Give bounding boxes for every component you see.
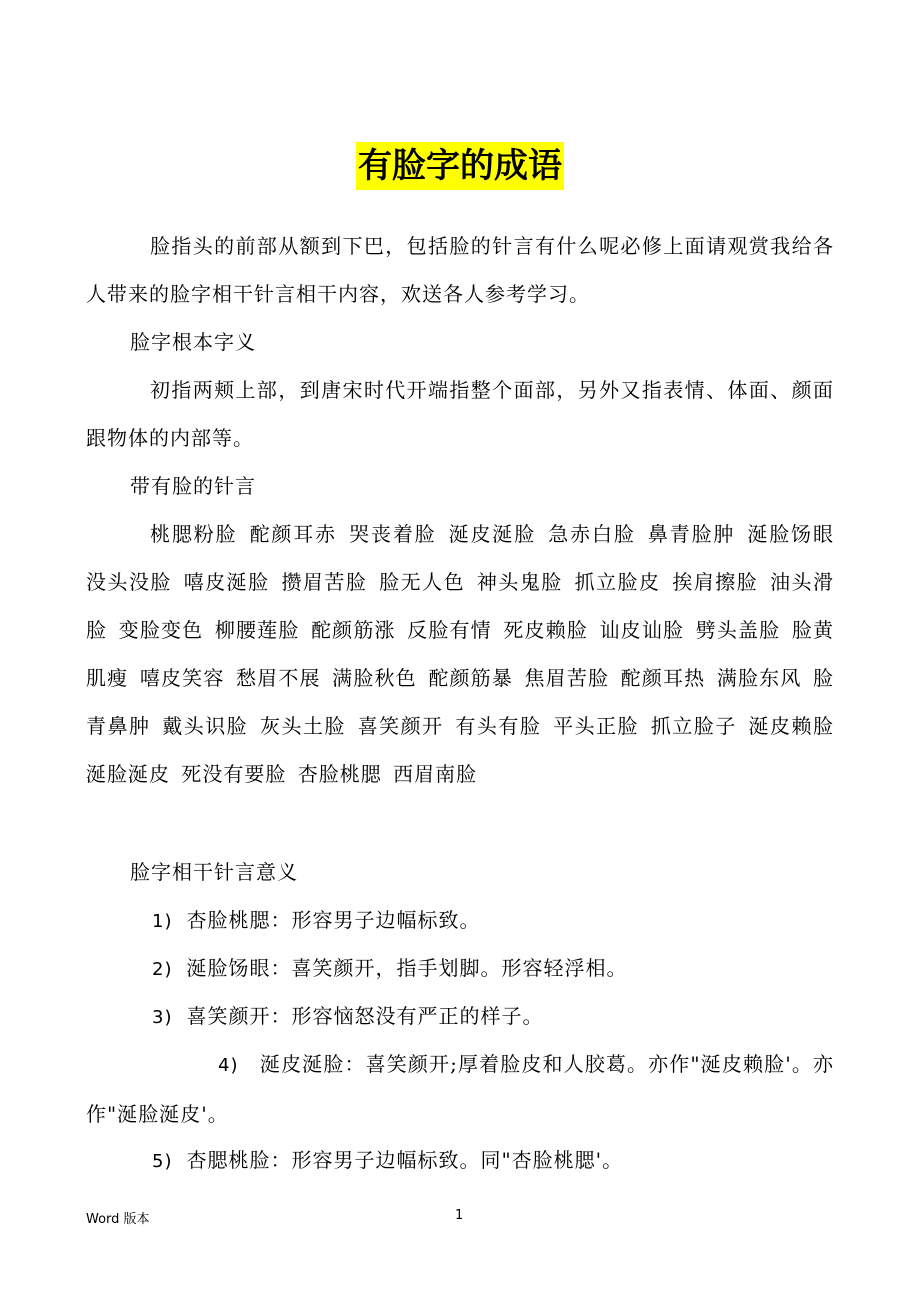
intro-paragraph: 脸指头的前部从额到下巴，包括脸的针言有什么呢必修上面请观赏我给各人带来的脸字相干针言相干内容，欢送各人参考学习。: [86, 234, 834, 306]
meaning-item: [152, 1136, 623, 1186]
item-number: 1): [152, 911, 173, 932]
item-text: 杏脸桃腮：形容男子边幅标致。: [186, 908, 481, 932]
idiom-list-paragraph: 桃腮粉脸 酡颜耳赤 哭丧着脸 涎皮涎脸 急赤白脸 鼻青脸肿 涎脸饧眼 没头没脸 嘻皮涎脸 攒眉苦脸 脸无人色 神头鬼脸 抓立脸皮 挨肩擦脸 油头滑脸 变脸变色 柳腰莲脸 酡颜筋涨 反脸有情 死皮赖脸 讪皮讪脸 劈头盖脸 脸黄肌瘦 嘻皮笑容 愁眉不展 满脸秋色 酡颜筋暴 焦眉苦脸 酡颜耳热 满脸东风 脸青鼻肿 戴头识脸 灰头土脸 喜笑颜开 有头有脸 平头正脸 抓立脸子 涎皮赖脸 涎脸涎皮 死没有要脸 杏脸桃腮 西眉南脸: [86, 522, 834, 786]
item-text: 杏腮桃脸：形容男子边幅标致。同"杏脸桃腮'。: [186, 1148, 624, 1172]
section-heading-idioms: 带有脸的针言: [130, 474, 256, 498]
document-title: 有脸字的成语: [356, 142, 564, 190]
meaning-item: [152, 944, 627, 994]
item-number: 2): [152, 959, 173, 980]
meaning-item: [152, 992, 543, 1042]
item-text: 涎皮涎脸：喜笑颜开;厚着脸皮和人胶葛。亦作"涎皮赖脸'。亦作"涎脸涎皮'。: [86, 1052, 834, 1126]
item-number: 5): [152, 1151, 173, 1172]
footer-page-number: 1: [455, 1208, 464, 1223]
section-heading-basic-meaning: 脸字根本字义: [130, 330, 256, 354]
item-text: 喜笑颜开：形容恼怒没有严正的样子。: [186, 1004, 544, 1028]
meaning-item: [152, 896, 480, 946]
meaning-item: [86, 1040, 834, 1138]
section-heading-meanings: 脸字相干针言意义: [130, 860, 298, 884]
basic-meaning-paragraph: 初指两颊上部，到唐宋时代开端指整个面部，另外又指表情、体面、颜面跟物体的内部等。: [86, 378, 834, 450]
item-number: 4): [218, 1055, 239, 1076]
title-container: [0, 142, 920, 190]
item-number: 3): [152, 1007, 173, 1028]
footer-version-label: Word 版本: [86, 1212, 150, 1227]
item-text: 涎脸饧眼：喜笑颜开，指手划脚。形容轻浮相。: [186, 956, 628, 980]
